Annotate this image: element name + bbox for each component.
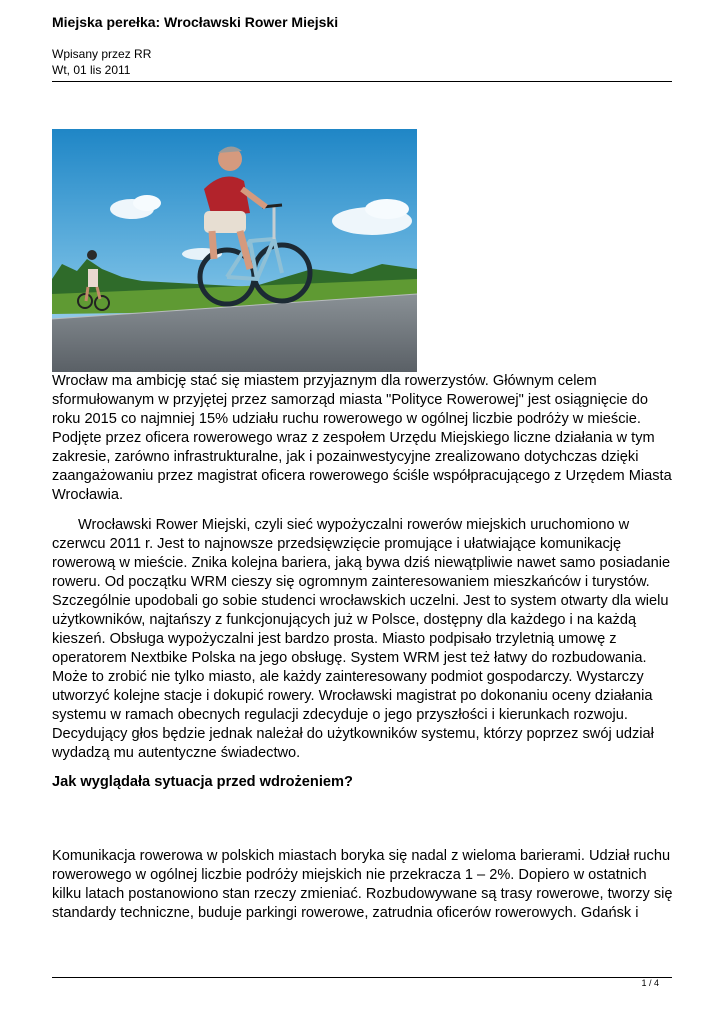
- footer-divider: [52, 977, 672, 978]
- paragraph-intro: Wrocław ma ambicję stać się miastem przyjaznym dla rowerzystów. Głównym celem sformułowanym w przyjętej przez samorząd miasta "Polityce Rowerowej" jest osiągnięcie do roku 2015 co najmniej 15% udziału ruchu rowerowego w ogólnej liczbie podróży w mieście. Podjęte przez oficera rowerowego wraz z zespołem Urzędu Miejskiego liczne działania w tym zakresie, zarówno infrastrukturalne, jak i pozainwestycyjne zrealizowano dotychczas dzięki zaangażowaniu przez magistrat oficera rowerowego ściśle współpracującego z Urzędem Miasta Wrocławia.: [52, 373, 672, 503]
- page-number: 1 / 4: [641, 978, 659, 988]
- date-line: Wt, 01 lis 2011: [52, 63, 131, 77]
- author-line: Wpisany przez RR: [52, 47, 152, 61]
- section-heading: Jak wyglądała sytuacja przed wdrożeniem?: [52, 774, 353, 790]
- header-divider: [52, 81, 672, 82]
- paragraph-wrm: Wrocławski Rower Miejski, czyli sieć wypożyczalni rowerów miejskich uruchomiono w czerwcu 2011 r. Jest to najnowsze przedsięwzięcie promujące i ułatwiające komunikację rowerową w mieście. Znika kolejna bariera, jaką bywa dziś niewątpliwie nawet samo posiadanie roweru. Od początku WRM cieszy się ogromnym zainteresowaniem mieszkańców i turystów. Szczególnie upodobali go sobie studenci wrocławskich uczelni. Jest to system otwarty dla wielu użytkowników, najtańszy z funkcjonujących już w Polsce, dostępny dla każdego i na każdą kieszeń. Obsługa wypożyczalni jest bardzo prosta. Miasto podpisało trzyletnią umowę z operatorem Nextbike Polska na jego obsługę. System WRM jest też łatwy do rozbudowania. Może to zrobić nie tylko miasto, ale każdy zainteresowany podmiot gospodarczy. Wystarczy utworzyć kolejne stacje i dokupić rowery. Wrocławski magistrat po dokonaniu oceny działania systemu w ramach obecnych regulacji zdecyduje o jego przyszłości i kierunkach rozwoju. Decydujący głos będzie jednak należał do użytkowników systemu, którzy poprzez swój udział wydadzą mu autentyczne świadectwo.: [52, 517, 671, 761]
- cyclists-photo: [52, 129, 417, 372]
- page-title: Miejska perełka: Wrocławski Rower Miejski: [52, 14, 339, 30]
- paragraph-situation: Komunikacja rowerowa w polskich miastach boryka się nadal z wieloma barierami. Udział ruchu rowerowego w ogólnej liczbie podróży miejskich nie przekracza 1 – 2%. Dopiero w ostatnich kilku latach postanowiono stan rzeczy zmieniać. Rozbudowywane są trasy rowerowe, tworzy się standardy techniczne, buduje parkingi rowerowe, zatrudnia oficerów rowerowych. Gdańsk i: [52, 848, 673, 921]
